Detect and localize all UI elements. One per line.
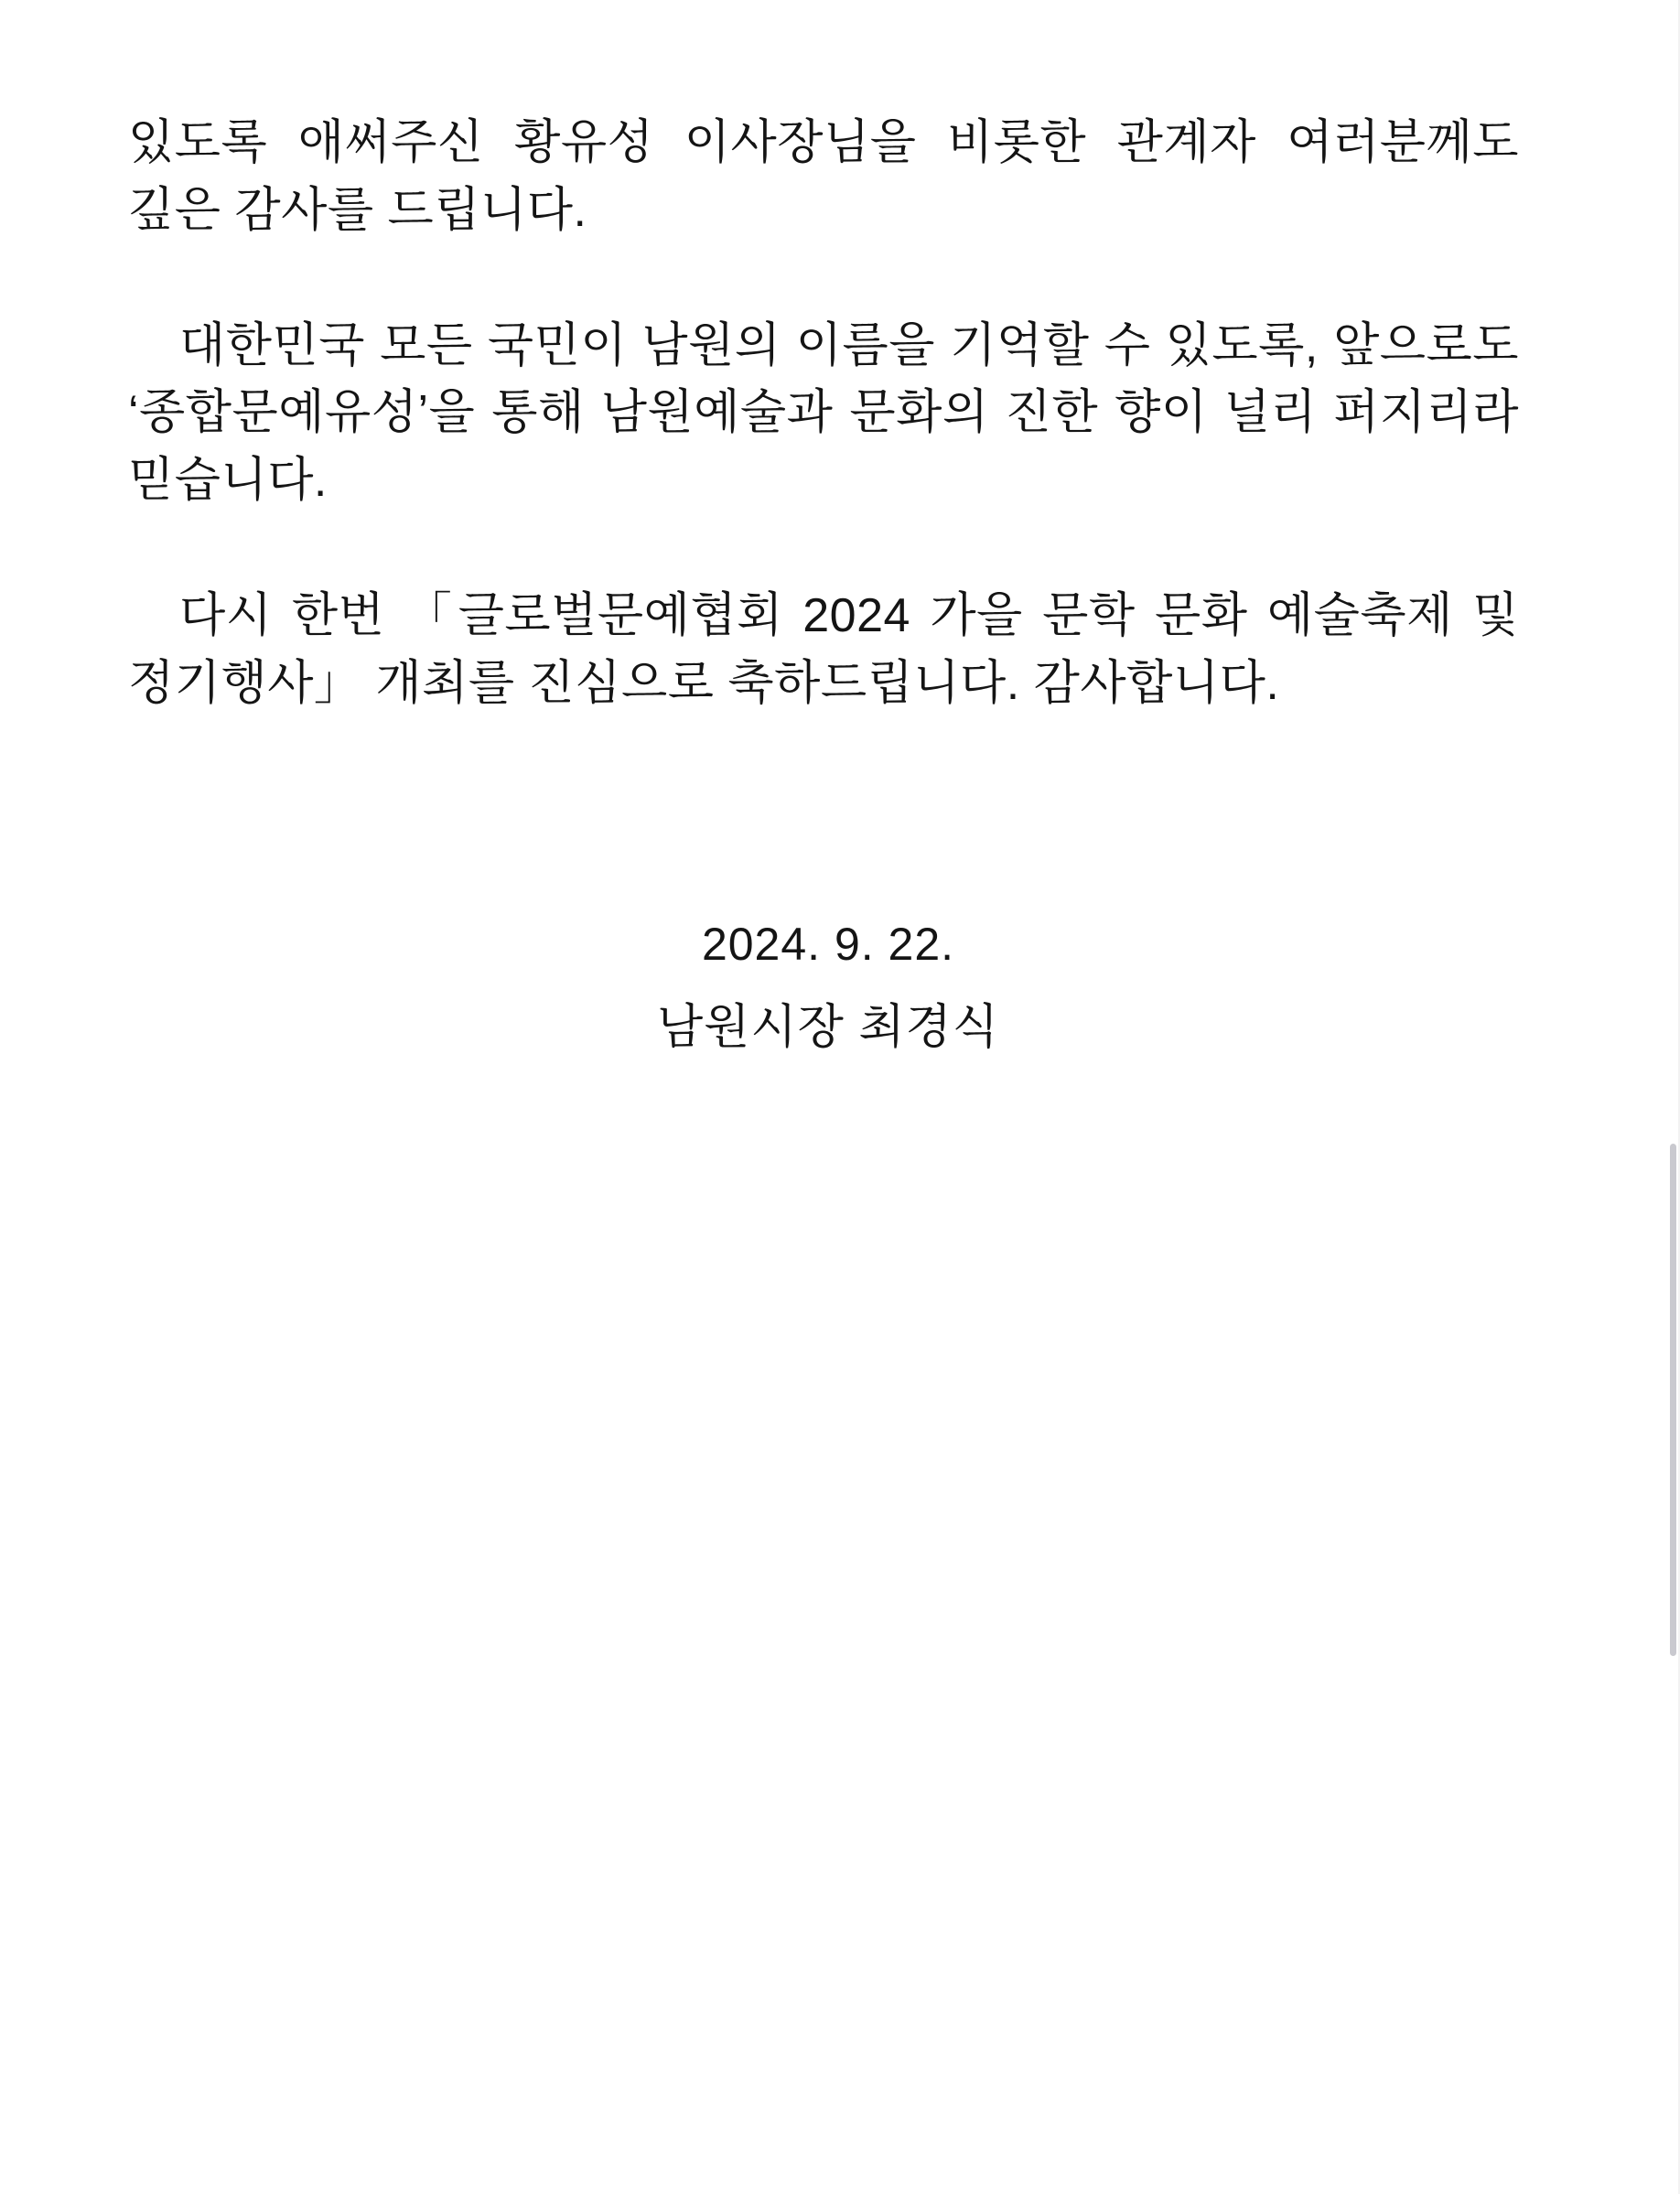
paragraph-1: 있도록 애써주신 황유성 이사장님을 비롯한 관계자 여러분께도 깊은 감사를 드립니다. xyxy=(128,116,1533,237)
paragraph-3: 다시 한번 「글로벌문예협회 2024 가을 문학 문화 예술축제 및 정기행사」 개최를 진심으로 축하드립니다. 감사합니다. xyxy=(128,589,1533,710)
paragraph-spacer xyxy=(128,515,1519,583)
signature-date: 2024. 9. 22. xyxy=(701,918,955,970)
vertical-scrollbar[interactable] xyxy=(1670,1144,1676,1656)
paragraph-spacer xyxy=(128,245,1519,313)
paragraph-2: 대한민국 모든 국민이 남원의 이름을 기억할 수 있도록, 앞으로도 ‘종합문예유성’을 통해 남원예술과 문화의 진한 향이 널리 퍼지리라 믿습니다. xyxy=(128,318,1533,508)
signature-block xyxy=(128,910,1519,1063)
document-body xyxy=(128,110,1533,1063)
signature-name: 남원시장 최경식 xyxy=(656,1000,1000,1054)
